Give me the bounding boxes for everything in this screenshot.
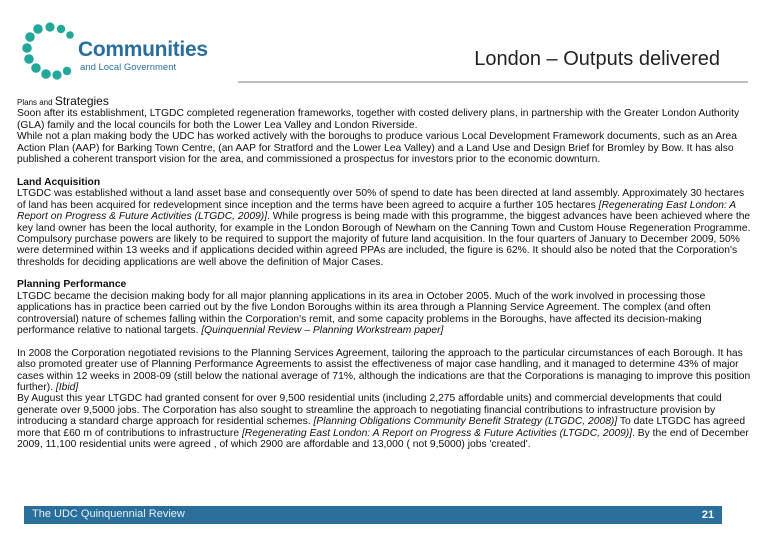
paragraph-planning: LTGDC became the decision making body for all major planning applications in its area in October 2005. Much of the work involved in processing those applications has in practice been carried out by the five London Boroughs within its area through a Planning Service Agreement. The complex (and often controversial) nature of schemes falling within the Corporation's remit, and some capacity problems in the Boroughs, have affected its decision-making performance relative to national targets. [Quinquennial Review – Planning Workstream paper] bbox=[17, 290, 711, 337]
section-heading-land: Land Acquisition bbox=[17, 176, 101, 188]
citation: [Regenerating East London: A Report on Progress & Future Activities (LTGDC, 2009)] bbox=[241, 427, 633, 439]
citation: [Ibid] bbox=[55, 381, 79, 393]
paragraph-land: LTGDC was established without a land asset base and consequently over 50% of spend to date has been directed at land assembly. Approximately 30 hectares of land has been acquired for redevelopment since inception and the terms have been agreed to acquire a further 105 hectares [Regenerating East London: A Report on Progress & Future Activities (LTGDC, 2009)]. While progress is being made with this programme, the biggest advances have been achieved where the key land owner has been the local authority, for example in the London Borough of Newham on the Canning Town and Custom House Regeneration Programme. Compulsory purchase powers are likely to be required to support the majority of future land acquisition. In the four quarters of January to December 2009, 50% were determined within 13 weeks and if applications decided within agreed PPAs are included, the figure is 62%. It should also be noted that the Corporation's thresholds for deciding applications are well above the definition of Major Cases. bbox=[17, 188, 751, 268]
paragraph-psa-revisions: In 2008 the Corporation negotiated revisions to the Planning Services Agreement, tailoring the approach to the particular circumstances of each Borough. It has also promoted greater use of Planning Performance Agreements to assist the effectiveness of major case handling, and it managed to determine 43% of major cases within 12 weeks in 2008-09 (still below the national average of 71%, although the indications are that the Corporations is managing to improve this position further). [Ibid] bbox=[17, 347, 751, 393]
section-heading-planning: Planning Performance bbox=[17, 279, 127, 291]
page-number: 21 bbox=[694, 506, 722, 524]
section-planning-performance bbox=[17, 279, 755, 336]
section-heading-strategies: Plans and Strategies bbox=[17, 94, 109, 108]
logo-wordmark: Communities bbox=[78, 38, 208, 61]
section-plans-strategies bbox=[17, 96, 755, 166]
paragraph-frameworks: Soon after its establishment, LTGDC completed regeneration frameworks, together with costed delivery plans, in partnership with the Greater London Authority (GLA) family and the local councils for both the Lower Lea Valley and London Riverside. bbox=[17, 108, 740, 131]
logo-subtitle: and Local Government bbox=[80, 62, 177, 73]
citation: [Planning Obligations Community Benefit Strategy (LTGDC, 2008)] bbox=[313, 416, 618, 428]
section-corporation-2008 bbox=[17, 348, 755, 451]
footer-title: The UDC Quinquennial Review bbox=[32, 508, 185, 520]
dot-ring-logo-icon bbox=[22, 20, 78, 86]
slide-title: London – Outputs delivered bbox=[474, 48, 720, 70]
title-divider bbox=[238, 81, 748, 83]
paragraph-consents: By August this year LTGDC had granted consent for over 9,500 residential units (including 2,275 affordable units) and commercial developments that could generate over 9,5000 jobs. The Corporation has also sought to streamline the approach to negotiating financial contributions to infrastructure provision by introducing a standard charge approach for residential schemes. [Planning Obligations Community Benefit Strategy (LTGDC, 2008)] To date LTGDC has agreed more that £60 m of contributions to infrastructure [Regenerating East London: A Report on Progress & Future Activities (LTGDC, 2009)]. By the end of December 2009, 11,100 residential units were agreed , of which 2900 are affordable and 13,000 ( not 9,5000) jobs 'created'. bbox=[17, 393, 749, 451]
section-land-acquisition bbox=[17, 177, 755, 269]
slide-body bbox=[17, 96, 755, 462]
communities-logo bbox=[22, 20, 222, 86]
citation: [Quinquennial Review – Planning Workstream paper] bbox=[201, 325, 444, 337]
citation: [Regenerating East London: A Report on Progress & Future Activities (LTGDC, 2009)] bbox=[17, 199, 736, 223]
paragraph-ldf-documents: While not a plan making body the UDC has worked actively with the boroughs to produce various Local Development Framework documents, such as an Area Action Plan (AAP) for Barking Town Centre, (an AAP for Stratford and the Lower Lea Valley) and a Land Use and Design Brief for Bromley by Bow. It has also published a coherent transport vision for the area, and commissioned a prospectus for investors prior to the economic downturn. bbox=[17, 131, 738, 166]
footer-bar bbox=[24, 506, 698, 524]
